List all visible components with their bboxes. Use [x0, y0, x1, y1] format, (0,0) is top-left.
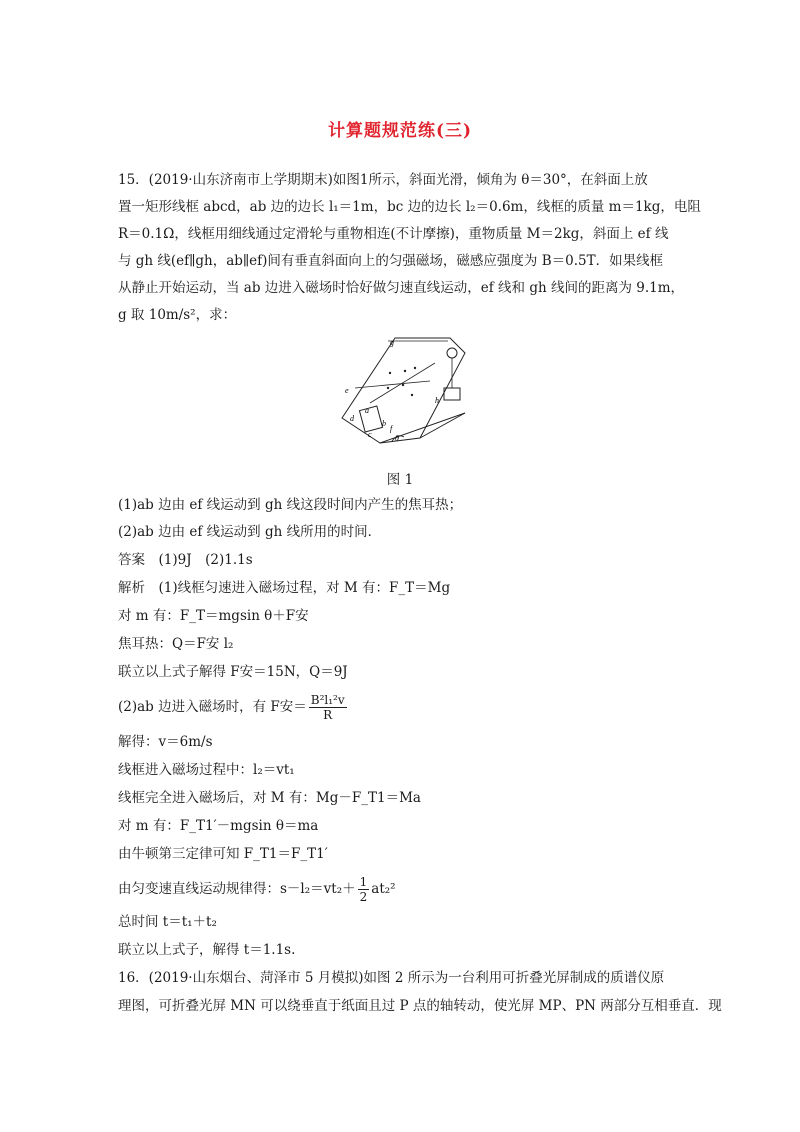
- label-d: d: [350, 414, 354, 423]
- label-b: b: [382, 419, 386, 428]
- label-h: h: [435, 396, 439, 405]
- q15-line-6: g 取 10m/s²，求：: [118, 307, 237, 323]
- solution4-suffix: at₂²: [371, 881, 396, 897]
- q15-solution-9: 由牛顿第三定律可知 F_T1＝F_T1′: [118, 846, 328, 862]
- q15-answer: 答案 (1)9J (2)1.1s: [118, 552, 253, 568]
- page-title: 计算题规范练(三): [327, 121, 473, 141]
- label-e: e: [345, 386, 349, 395]
- solution2-fraction: [309, 693, 347, 722]
- figure-1-diagram: [340, 333, 470, 463]
- q16-line-2: 理图，可折叠光屏 MN 可以绕垂直于纸面且过 P 点的轴转动，使光屏 MP、PN 两部分互相垂直．现: [118, 998, 722, 1014]
- q15-line-4: 与 gh 线(ef∥gh，ab∥ef)间有垂直斜面向上的匀强磁场，磁感应强度为 B＝0.5T．如果线框: [118, 253, 664, 269]
- label-theta: θ: [395, 434, 399, 443]
- solution4-numerator: 1: [359, 875, 368, 889]
- q15-solution-8: 对 m 有：F_T1′－mgsin θ＝ma: [118, 818, 319, 834]
- q16-line-1: 16．(2019·山东烟台、菏泽市 5 月模拟)如图 2 所示为一台利用可折叠光屏制成的质谱仪原: [118, 970, 665, 986]
- q15-solution-5: 解得：v＝6m/s: [118, 734, 213, 750]
- label-c: c: [368, 430, 372, 439]
- q15-solution-6: 线框进入磁场过程中：l₂＝vt₁: [118, 762, 295, 778]
- solution2-denominator: R: [323, 708, 333, 722]
- q15-line-1: 15．(2019·山东济南市上学期期末)如图1所示，斜面光滑，倾角为 θ＝30°，在斜面上放: [118, 172, 648, 188]
- solution4-prefix: 由匀变速直线运动规律得：s－l₂＝vt₂＋: [118, 881, 356, 897]
- q15-question-1: (1)ab 边由 ef 线运动到 gh 线这段时间内产生的焦耳热；: [118, 497, 463, 513]
- label-f: f: [390, 424, 393, 433]
- q15-line-2: 置一矩形线框 abcd，ab 边的边长 l₁＝1m，bc 边的边长 l₂＝0.6m，线框的质量 m＝1kg，电阻: [118, 199, 701, 215]
- q15-solution-10: 总时间 t＝t₁＋t₂: [118, 914, 217, 930]
- solution4-denominator: 2: [359, 890, 368, 904]
- solution2-prefix: (2)ab 边进入磁场时，有 F安＝: [118, 699, 307, 715]
- solution2-numerator: B²l₁²v: [310, 693, 345, 707]
- q15-line-5: 从静止开始运动，当 ab 边进入磁场时恰好做匀速直线运动，ef 线和 gh 线间的距离为 9.1m，: [118, 280, 685, 296]
- q15-solution-11: 联立以上式子，解得 t＝1.1s.: [118, 942, 296, 958]
- q15-solution-3: 焦耳热：Q＝F安 l₂: [118, 636, 234, 652]
- q15-solution-part2: [118, 693, 349, 722]
- q15-solution-2: 对 m 有：F_T＝mgsin θ＋F安: [118, 608, 309, 624]
- solution4-fraction: [358, 875, 370, 904]
- q15-line-3: R＝0.1Ω，线框用细线通过定滑轮与重物相连(不计摩擦)，重物质量 M＝2kg，斜面上 ef 线: [118, 226, 669, 242]
- figure-1-caption: 图 1: [386, 472, 414, 488]
- label-g: g: [390, 338, 394, 347]
- q15-question-2: (2)ab 边由 ef 线运动到 gh 线所用的时间．: [118, 524, 382, 540]
- q15-solution-7: 线框完全进入磁场后，对 M 有：Mg－F_T1＝Ma: [118, 790, 421, 806]
- q15-solution-4: 联立以上式子解得 F安＝15N，Q＝9J: [118, 664, 348, 680]
- q15-solution-kinematics: [118, 875, 396, 904]
- q15-solution-1: 解析 (1)线框匀速进入磁场过程，对 M 有：F_T＝Mg: [118, 580, 451, 596]
- label-a: a: [365, 406, 369, 415]
